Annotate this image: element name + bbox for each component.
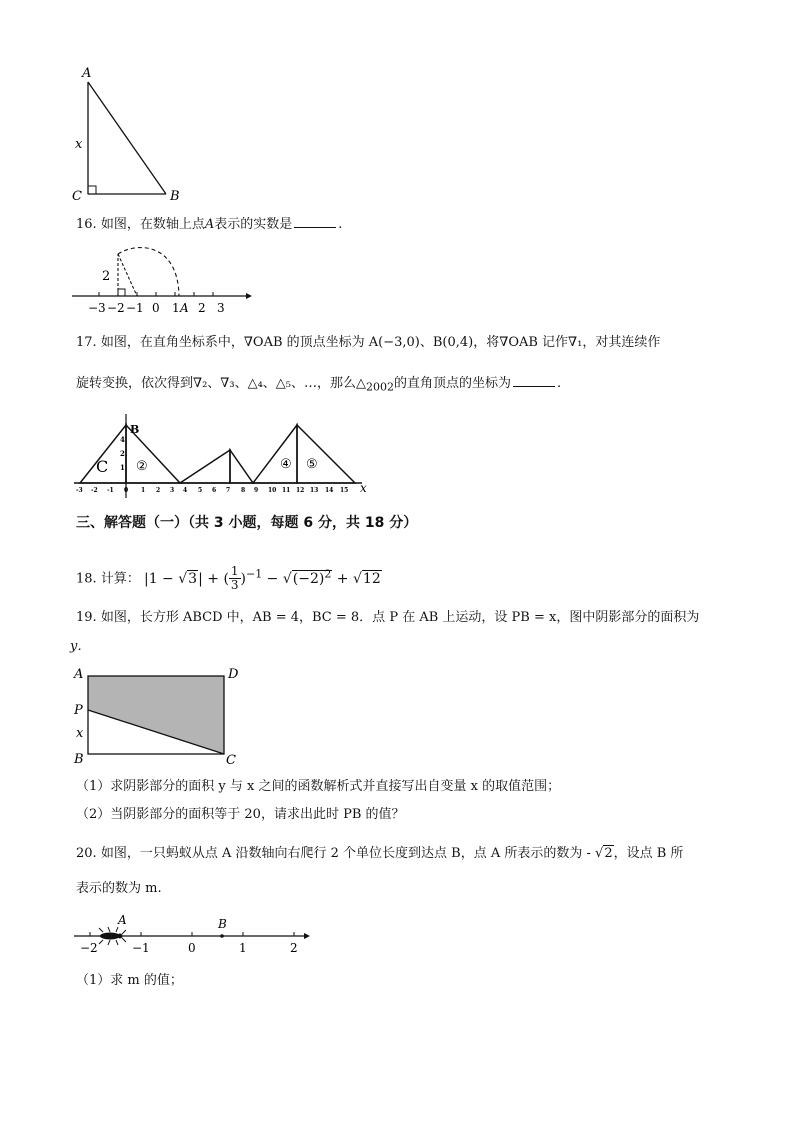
q17-label-5: ⑤ <box>306 457 318 472</box>
q16-arc <box>118 248 179 296</box>
q17-triangle-4 <box>253 425 297 483</box>
svg-text:4: 4 <box>120 435 125 444</box>
q16-answer-blank <box>294 215 336 228</box>
q19-number: 19. <box>76 610 97 625</box>
q17-line1 <box>76 334 660 352</box>
q17-tick: 14 <box>325 487 334 494</box>
q19-label-x: x <box>76 726 84 741</box>
q17-tick: 8 <box>241 487 246 494</box>
q19-line1-text: 如图，长方形 ABCD 中，AB = 4，BC = 8．点 P 在 AB 上运动，设 PB = x，图中阴影部分的面积为 <box>100 610 700 625</box>
q16-axis-arrow <box>246 293 252 299</box>
q17-tick: 5 <box>198 487 203 494</box>
q17-line1-text: 如图，在直角坐标系中，∇OAB 的顶点坐标为 A(−3,0)、B(0,4)，将∇OAB 记作∇₁，对其连续作 <box>100 335 661 350</box>
q16-hypotenuse <box>118 254 137 296</box>
q17-tick: 3 <box>170 487 175 494</box>
q16-tick-0: 0 <box>152 301 160 315</box>
q17-line2-sub: 2002 <box>366 380 394 394</box>
q18-label: 计算： <box>100 571 140 587</box>
q19-label-c: C <box>226 753 236 768</box>
q20-line1-a: 如图，一只蚂蚁从点 A 沿数轴向右爬行 2 个单位长度到达点 B，点 A 所表示的数为 - <box>100 846 591 861</box>
q16-text-before: 如图，在数轴上点 <box>100 217 205 232</box>
q19-sub2: （2）当阴影部分的面积等于 20，请求出此时 PB 的值？ <box>76 807 405 822</box>
triangle-figure <box>60 60 200 205</box>
q19-line1 <box>76 609 699 627</box>
q16-number: 16. <box>76 217 97 232</box>
q17-tick: 6 <box>212 487 217 494</box>
q18-fraction: $\frac{1}{3}$ <box>230 564 239 593</box>
q19-sub1: （1）求阴影部分的面积 y 与 x 之间的函数解析式并直接写出自变量 x 的取值范围； <box>76 779 561 794</box>
q16-text <box>76 215 342 234</box>
q18-number: 18. <box>76 571 97 587</box>
q19-shaded-region <box>88 676 224 754</box>
q17-answer-blank <box>513 374 555 387</box>
q17-label-c: C <box>96 457 109 476</box>
q16-tick-neg3: −3 <box>88 301 106 315</box>
q16-tick-1: 1 <box>172 301 180 315</box>
q17-tick: 10 <box>268 487 277 494</box>
q18-line <box>76 562 382 592</box>
q20-sub1: （1）求 m 的值； <box>76 973 183 988</box>
section3-title: 三、解答题（一）（共 3 小题，每题 6 分，共 18 分） <box>76 515 418 531</box>
q17-x-axis-label: x <box>360 481 367 495</box>
triangle-label-b: B <box>170 189 180 204</box>
q17-line2-b: 的直角顶点的坐标为 <box>394 376 512 391</box>
q17-tick: 7 <box>226 487 231 494</box>
q16-tick-neg2: −2 <box>107 301 125 315</box>
q16-right-angle-mark <box>118 289 125 296</box>
svg-text:2: 2 <box>120 449 125 458</box>
q20-label-a: A <box>118 913 127 927</box>
q20-number: 20. <box>76 846 97 861</box>
q16-point-a: A <box>180 301 189 315</box>
q16-tick-3: 3 <box>217 301 225 315</box>
q16-number-line-figure <box>66 240 256 315</box>
q17-tick: -3 <box>76 487 83 494</box>
q16-point: A <box>204 217 215 232</box>
q17-tick: 12 <box>296 487 305 494</box>
q17-line2 <box>76 374 561 397</box>
q17-tick: -1 <box>107 487 114 494</box>
q19-label-b: B <box>74 752 84 767</box>
triangle-label-a: A <box>82 66 92 81</box>
q16-tick-neg1: −1 <box>126 301 144 315</box>
q17-tick: 4 <box>183 487 188 494</box>
q16-tick-2: 2 <box>198 301 206 315</box>
q17-triangle-3 <box>180 450 230 483</box>
triangle-label-c: C <box>72 189 82 204</box>
q20-tick-2: 2 <box>290 941 298 955</box>
q20-tick-1: 1 <box>239 941 247 955</box>
q17-tick: 9 <box>254 487 259 494</box>
q17-rotation-figure <box>70 410 380 498</box>
q17-tick: 13 <box>310 487 319 494</box>
q19-label-p: P <box>74 703 83 718</box>
svg-text:1: 1 <box>120 463 125 472</box>
q17-tick: -2 <box>91 487 98 494</box>
q17-end: . <box>557 376 562 391</box>
q17-triangle-5 <box>297 425 355 483</box>
right-angle-mark <box>88 186 96 194</box>
q19-label-d: D <box>228 667 239 682</box>
q20-point-b <box>220 934 224 938</box>
q19-line2: y． <box>70 639 91 654</box>
q20-radicand: 2 <box>604 846 613 861</box>
ant-icon <box>99 927 126 945</box>
q19-label-a: A <box>74 667 84 682</box>
q17-tick: 2 <box>156 487 161 494</box>
q20-line2: 表示的数为 m. <box>76 881 162 896</box>
q17-label-2: ② <box>136 459 148 474</box>
q17-tick: 1 <box>141 487 146 494</box>
q19-rectangle-figure <box>70 660 250 770</box>
triangle-label-x: x <box>75 137 83 152</box>
q17-triangle-3b <box>230 450 253 483</box>
q16-end: . <box>338 217 343 232</box>
q16-height-label: 2 <box>102 269 111 284</box>
triangle-side-ab <box>88 82 166 194</box>
q20-axis-arrow <box>304 933 310 939</box>
q20-tick-neg1: −1 <box>132 941 150 955</box>
q17-label-b: B <box>130 423 140 436</box>
q17-tick: 0 <box>124 487 129 494</box>
q16-text-after: 表示的实数是 <box>214 217 293 232</box>
q18-expression: |1 − √3| + ( $\frac{1}{3}$ )$^{-1} - √(-2)^2 + √12$ <box>143 564 381 593</box>
q17-tick: 11 <box>282 487 291 494</box>
q17-line2-a: 旋转变换，依次得到∇₂、∇₃、△₄、△₅、…，那么△ <box>76 376 366 391</box>
q20-line1: 20. 如图，一只蚂蚁从点 A 沿数轴向右爬行 2 个单位长度到达点 B，点 A 所表示的数为 - √2，设点 B 所 <box>76 846 684 861</box>
q20-label-b: B <box>218 917 227 931</box>
q17-number: 17. <box>76 335 97 350</box>
q20-number-line-figure <box>70 912 320 962</box>
q20-line1-b: ，设点 B 所 <box>613 846 684 861</box>
q20-tick-neg2: −2 <box>80 941 98 955</box>
q18-exponent: −1 <box>246 567 263 580</box>
q17-label-4: ④ <box>280 457 292 472</box>
q20-tick-0: 0 <box>188 941 196 955</box>
q17-tick: 15 <box>340 487 349 494</box>
